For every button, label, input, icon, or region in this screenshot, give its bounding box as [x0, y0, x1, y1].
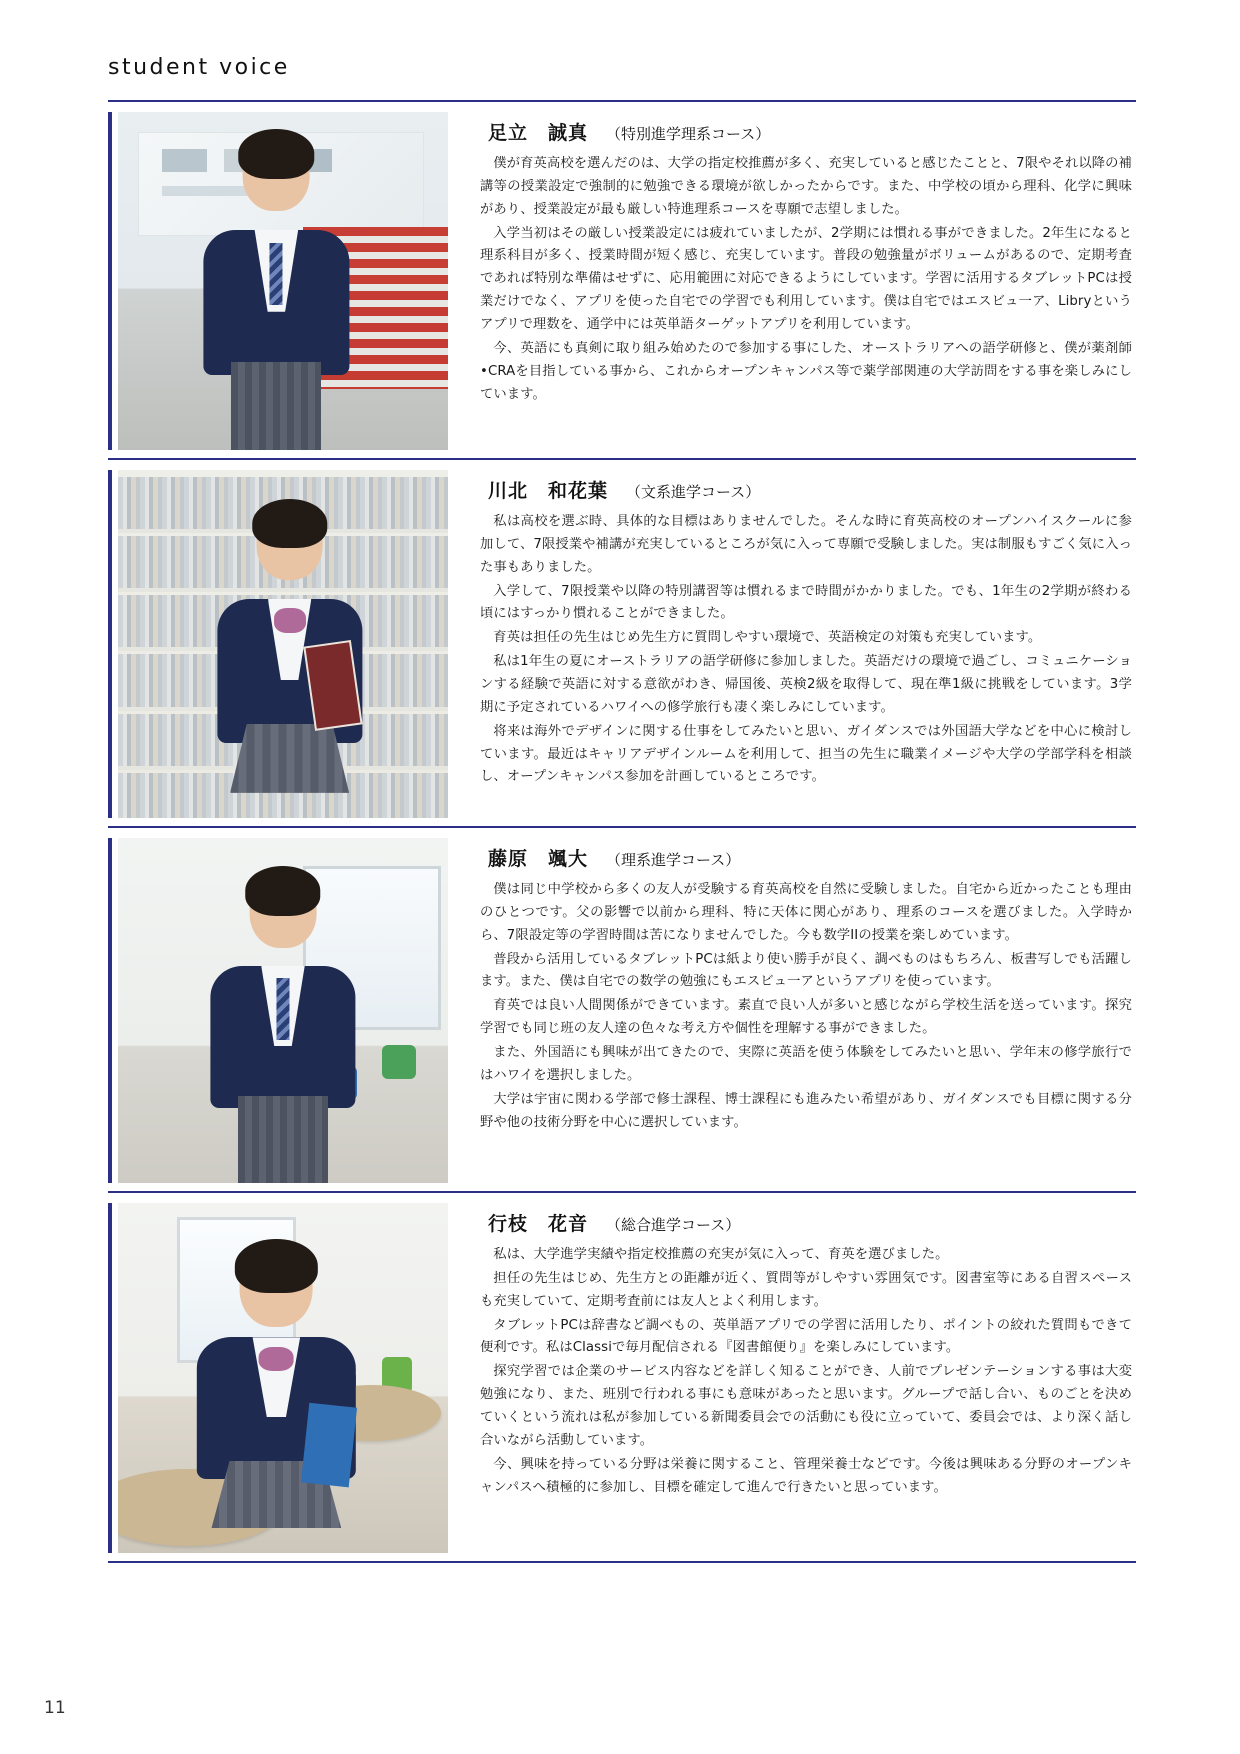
student-text [448, 1203, 1136, 1500]
paragraph: タブレットPCは辞書など調べもの、英単語アプリでの学習に活用したり、ポイントの絞れた質問もできて便利です。私はClassiで毎月配信される『図書館便り』を楽しみにしています。 [480, 1317, 1132, 1356]
paragraph: 今、興味を持っている分野は栄養に関すること、管理栄養士などです。今後は興味ある分野のオープンキャンパスへ積極的に参加し、目標を確定して進んで行きたいと思っています。 [480, 1456, 1132, 1495]
paragraph: 普段から活用しているタブレットPCは紙より使い勝手が良く、調べものはもちろん、板書写しでも活躍します。また、僕は自宅での数学の勉強にもエスビュ一アというアプリを使っています。 [480, 951, 1132, 990]
paragraph: 私は1年生の夏にオーストラリアの語学研修に参加しました。英語だけの環境で過ごし、コミュニケーションする経験で英語に対する意欲がわき、帰国後、英検2級を取得して、現在準1級に挑戦をしています。3学期に予定されているハワイへの修学旅行も凄く楽しみにしています。 [480, 654, 1132, 715]
paragraph: 担任の先生はじめ、先生方との距離が近く、質問等がしやすい雰囲気です。図書室等にある自習スペースも充実していて、定期考査前には友人とよく利用します。 [480, 1270, 1132, 1309]
accent-bar [108, 470, 112, 818]
accent-bar [108, 1203, 112, 1553]
paragraph: 入学して、7限授業や以降の特別講習等は慣れるまで時間がかかりました。でも、1年生の2学期が終わる頃にはすっかり慣れることができました。 [480, 583, 1132, 622]
student-name-row [480, 476, 1132, 503]
paragraph: 大学は宇宙に関わる学部で修士課程、博士課程にも進みたい希望があり、ガイダンスでも目標に関する分野や他の技術分野を中心に選択しています。 [480, 1091, 1132, 1130]
accent-bar [108, 838, 112, 1183]
student-photo [118, 470, 448, 818]
student-voice-entry [108, 1191, 1136, 1563]
student-photo [118, 1203, 448, 1553]
page-number: 11 [44, 1698, 66, 1718]
student-name-row [480, 118, 1132, 145]
paragraph: 育英は担任の先生はじめ先生方に質問しやすい環境で、英語検定の対策も充実しています。 [493, 630, 1042, 646]
accent-bar [108, 112, 112, 450]
student-name-row [480, 844, 1132, 871]
paragraph: 将来は海外でデザインに関する仕事をしてみたいと思い、ガイダンスでは外国語大学などを中心に検討しています。最近はキャリアデザインルームを利用して、担当の先生に職業イメージや大学の学部学科を相談し、オープンキャンパス参加を計画しているところです。 [480, 723, 1132, 785]
student-name: 川北 和花葉 [488, 480, 609, 502]
student-course: （特別進学理系コース） [606, 125, 771, 143]
paragraph: 僕は同じ中学校から多くの友人が受験する育英高校を自然に受験しました。自宅から近かったことも理由のひとつです。父の影響で以前から理科、特に天体に関心があり、理系のコースを選びました。入学時から、7限設定等の学習時間は苦になりませんでした。今も数学IIの授業を楽しめています。 [480, 882, 1132, 943]
student-course: （文系進学コース） [626, 483, 761, 501]
student-text [448, 470, 1136, 790]
page-title: student voice [108, 55, 290, 80]
student-name-row [480, 1209, 1132, 1236]
student-course: （理系進学コース） [606, 851, 741, 869]
student-text [448, 838, 1136, 1135]
student-voice-entry [108, 458, 1136, 826]
paragraph: 今、英語にも真剣に取り組み始めたので参加する事にした、オーストラリアへの語学研修と、僕が薬剤師•CRAを目指している事から、これからオープンキャンパス等で薬学部関連の大学訪問をする事を楽しみにしています。 [480, 340, 1132, 402]
student-text [448, 112, 1136, 407]
student-course: （総合進学コース） [606, 1216, 741, 1234]
student-photo [118, 838, 448, 1183]
student-name: 藤原 颯大 [488, 848, 589, 870]
paragraph: 入学当初はその厳しい授業設定には疲れていましたが、2学期には慣れる事ができました。2年生になると理系科目が多く、授業時間が短く感じ、充実しています。普段の勉強量がボリュームがあるので、定期考査であれば特別な準備はせずに、応用範囲に対応できるようにしています。学習に活用するタブレットPCは授業だけでなく、アプリを使った自宅での学習でも利用しています。僕は自宅ではエスビュ一ア、Libryというアプリで理数を、通学中には英単語ターゲットアプリを利用しています。 [480, 225, 1132, 333]
paragraph: 私は、大学進学実績や指定校推薦の充実が気に入って、育英を選びました。 [493, 1247, 949, 1262]
paragraph: 探究学習では企業のサービス内容などを詳しく知ることができ、人前でプレゼンテーションする事は大変勉強になり、また、班別で行われる事にも意味があったと思います。グループで話し合い、ものごとを決めていくという流れは私が参加している新聞委員会での活動にも役に立っていて、委員会では、より深く話し合いながら活動しています。 [480, 1364, 1132, 1448]
student-name: 足立 誠真 [488, 122, 589, 144]
paragraph: 育英では良い人間関係ができています。素直で良い人が多いと感じながら学校生活を送っています。探究学習でも同じ班の友人達の色々な考え方や個性を理解する事ができました。 [480, 998, 1132, 1037]
paragraph: 僕が育英高校を選んだのは、大学の指定校推薦が多く、充実していると感じたことと、7限やそれ以降の補講等の授業設定で強制的に勉強できる環境が欲しかったからです。また、中学校の頃から理科、化学に興味があり、授業設定が最も厳しい特進理系コースを専願で志望しました。 [480, 156, 1132, 217]
paragraph: 私は高校を選ぶ時、具体的な目標はありませんでした。そんな時に育英高校のオープンハイスクールに参加して、7限授業や補講が充実しているところが気に入って専願で受験しました。実は制服もすごく気に入った事もありました。 [480, 514, 1132, 575]
paragraph: また、外国語にも興味が出てきたので、実際に英語を使う体験をしてみたいと思い、学年末の修学旅行ではハワイを選択しました。 [480, 1045, 1132, 1083]
student-voice-entry [108, 100, 1136, 458]
student-voice-list [108, 100, 1136, 1563]
student-photo [118, 112, 448, 450]
student-name: 行枝 花音 [488, 1213, 589, 1235]
student-voice-entry [108, 826, 1136, 1191]
